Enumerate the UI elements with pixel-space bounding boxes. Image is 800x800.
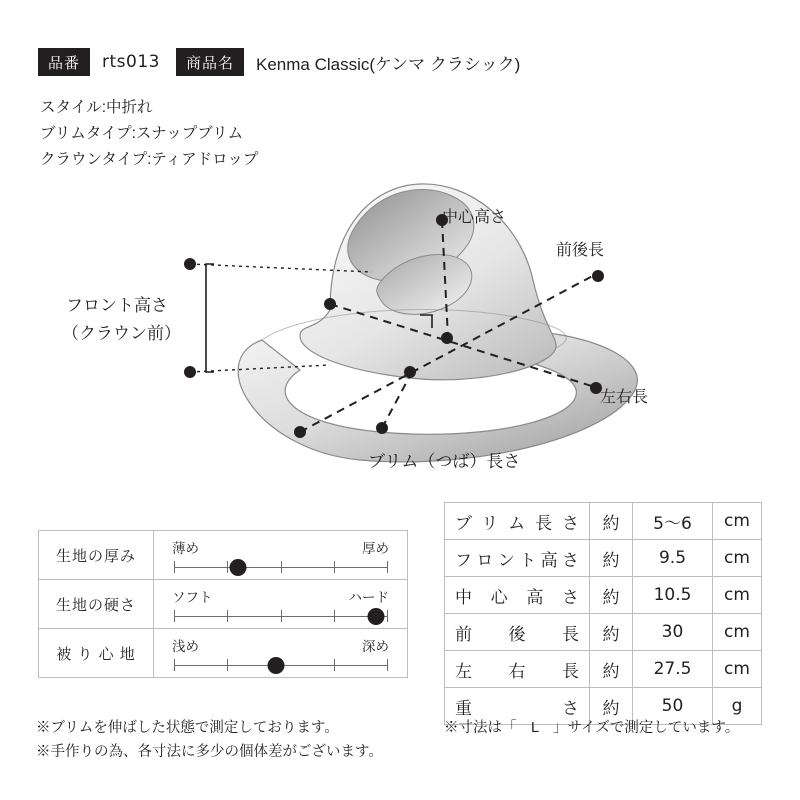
measure-value-weight: 50: [633, 688, 713, 725]
point-front-height-top: [184, 258, 196, 270]
measure-value-brim: 5〜6: [633, 503, 713, 540]
measure-name-weight: 重さ: [445, 688, 590, 725]
point-back: [592, 270, 604, 282]
table-row: [39, 580, 408, 629]
product-name-value: Kenma Classic(ケンマ クラシック): [256, 54, 521, 74]
spec-brim-type: ブリムタイプ:スナップブリム: [40, 125, 244, 142]
hat-diagram: [0, 160, 800, 490]
measure-unit-front-back: cm: [713, 614, 762, 651]
slider-fit[interactable]: [154, 629, 408, 678]
note-right-1: ※寸法は「 L 」サイズで測定しています。: [444, 720, 740, 736]
slider-label-firmness: 生地の硬さ: [39, 580, 154, 629]
point-center-bottom: [441, 332, 453, 344]
measure-name-front-back: 前後長: [445, 614, 590, 651]
measure-approx-front-back: 約: [590, 614, 633, 651]
brim-length-line: [382, 372, 412, 428]
measure-approx-weight: 約: [590, 688, 633, 725]
label-left-right: 左右長: [600, 389, 649, 406]
spec-style: スタイル:中折れ: [40, 99, 153, 116]
label-front-back: 前後長: [556, 242, 605, 259]
table-row: [445, 651, 762, 688]
slider-thickness-track[interactable]: [174, 560, 387, 574]
measure-value-left-right: 27.5: [633, 651, 713, 688]
feel-table: [38, 530, 408, 678]
slider-fit-right: 深め: [362, 638, 389, 654]
table-row: [39, 629, 408, 678]
table-row: [445, 503, 762, 540]
slider-firmness[interactable]: [154, 580, 408, 629]
slider-thickness-handle[interactable]: [229, 559, 246, 576]
measure-value-front-height: 9.5: [633, 540, 713, 577]
table-row: [445, 577, 762, 614]
slider-fit-left: 浅め: [172, 638, 199, 654]
measure-value-front-back: 30: [633, 614, 713, 651]
measure-approx-center-height: 約: [590, 577, 633, 614]
point-front: [294, 426, 306, 438]
notes-left: [36, 716, 383, 764]
measure-approx-brim: 約: [590, 503, 633, 540]
slider-label-thickness: 生地の厚み: [39, 531, 154, 580]
slider-thickness-right: 厚め: [362, 540, 389, 556]
label-front-height-line1: フロント高さ: [66, 296, 168, 315]
measure-name-front-height: フロント高さ: [445, 540, 590, 577]
slider-fit-track[interactable]: [174, 658, 387, 672]
code-value: rts013: [102, 52, 160, 72]
slider-label-fit: 被 り 心 地: [39, 629, 154, 678]
point-front-height-bottom: [184, 366, 196, 378]
point-brim-outer: [376, 422, 388, 434]
label-front-height-line2: （クラウン前）: [62, 324, 181, 343]
slider-thickness[interactable]: [154, 531, 408, 580]
spec-crown-type: クラウンタイプ:ティアドロップ: [40, 151, 259, 168]
measure-unit-weight: g: [713, 688, 762, 725]
front-height-bracket: [206, 264, 214, 372]
measure-name-brim: ブリム長さ: [445, 503, 590, 540]
point-left: [324, 298, 336, 310]
table-row: [445, 540, 762, 577]
measure-unit-center-height: cm: [713, 577, 762, 614]
measure-approx-left-right: 約: [590, 651, 633, 688]
table-row: [445, 614, 762, 651]
label-brim-length: ブリム（つば）長さ: [368, 452, 521, 471]
measure-unit-front-height: cm: [713, 540, 762, 577]
measure-approx-front-height: 約: [590, 540, 633, 577]
slider-firmness-handle[interactable]: [368, 608, 385, 625]
label-center-height: 中心高さ: [442, 209, 507, 226]
measure-unit-brim: cm: [713, 503, 762, 540]
slider-firmness-left: ソフト: [172, 589, 213, 605]
measure-unit-left-right: cm: [713, 651, 762, 688]
note-left-2: ※手作りの為、各寸法に多少の個体差がございます。: [36, 744, 383, 760]
measure-name-left-right: 左右長: [445, 651, 590, 688]
measure-value-center-height: 10.5: [633, 577, 713, 614]
measure-name-center-height: 中心高さ: [445, 577, 590, 614]
code-tag-label: 品番: [38, 48, 90, 76]
name-tag-label: 商品名: [176, 48, 244, 76]
table-row: [39, 531, 408, 580]
point-brim-inner: [404, 366, 416, 378]
note-left-1: ※ブリムを伸ばした状態で測定しております。: [36, 720, 339, 736]
slider-fit-handle[interactable]: [268, 657, 285, 674]
measurement-table: [444, 502, 762, 725]
header: [38, 48, 536, 76]
slider-firmness-track[interactable]: [174, 609, 387, 623]
notes-right: [444, 716, 739, 740]
slider-firmness-right: ハード: [348, 589, 389, 605]
slider-thickness-left: 薄め: [172, 540, 199, 556]
